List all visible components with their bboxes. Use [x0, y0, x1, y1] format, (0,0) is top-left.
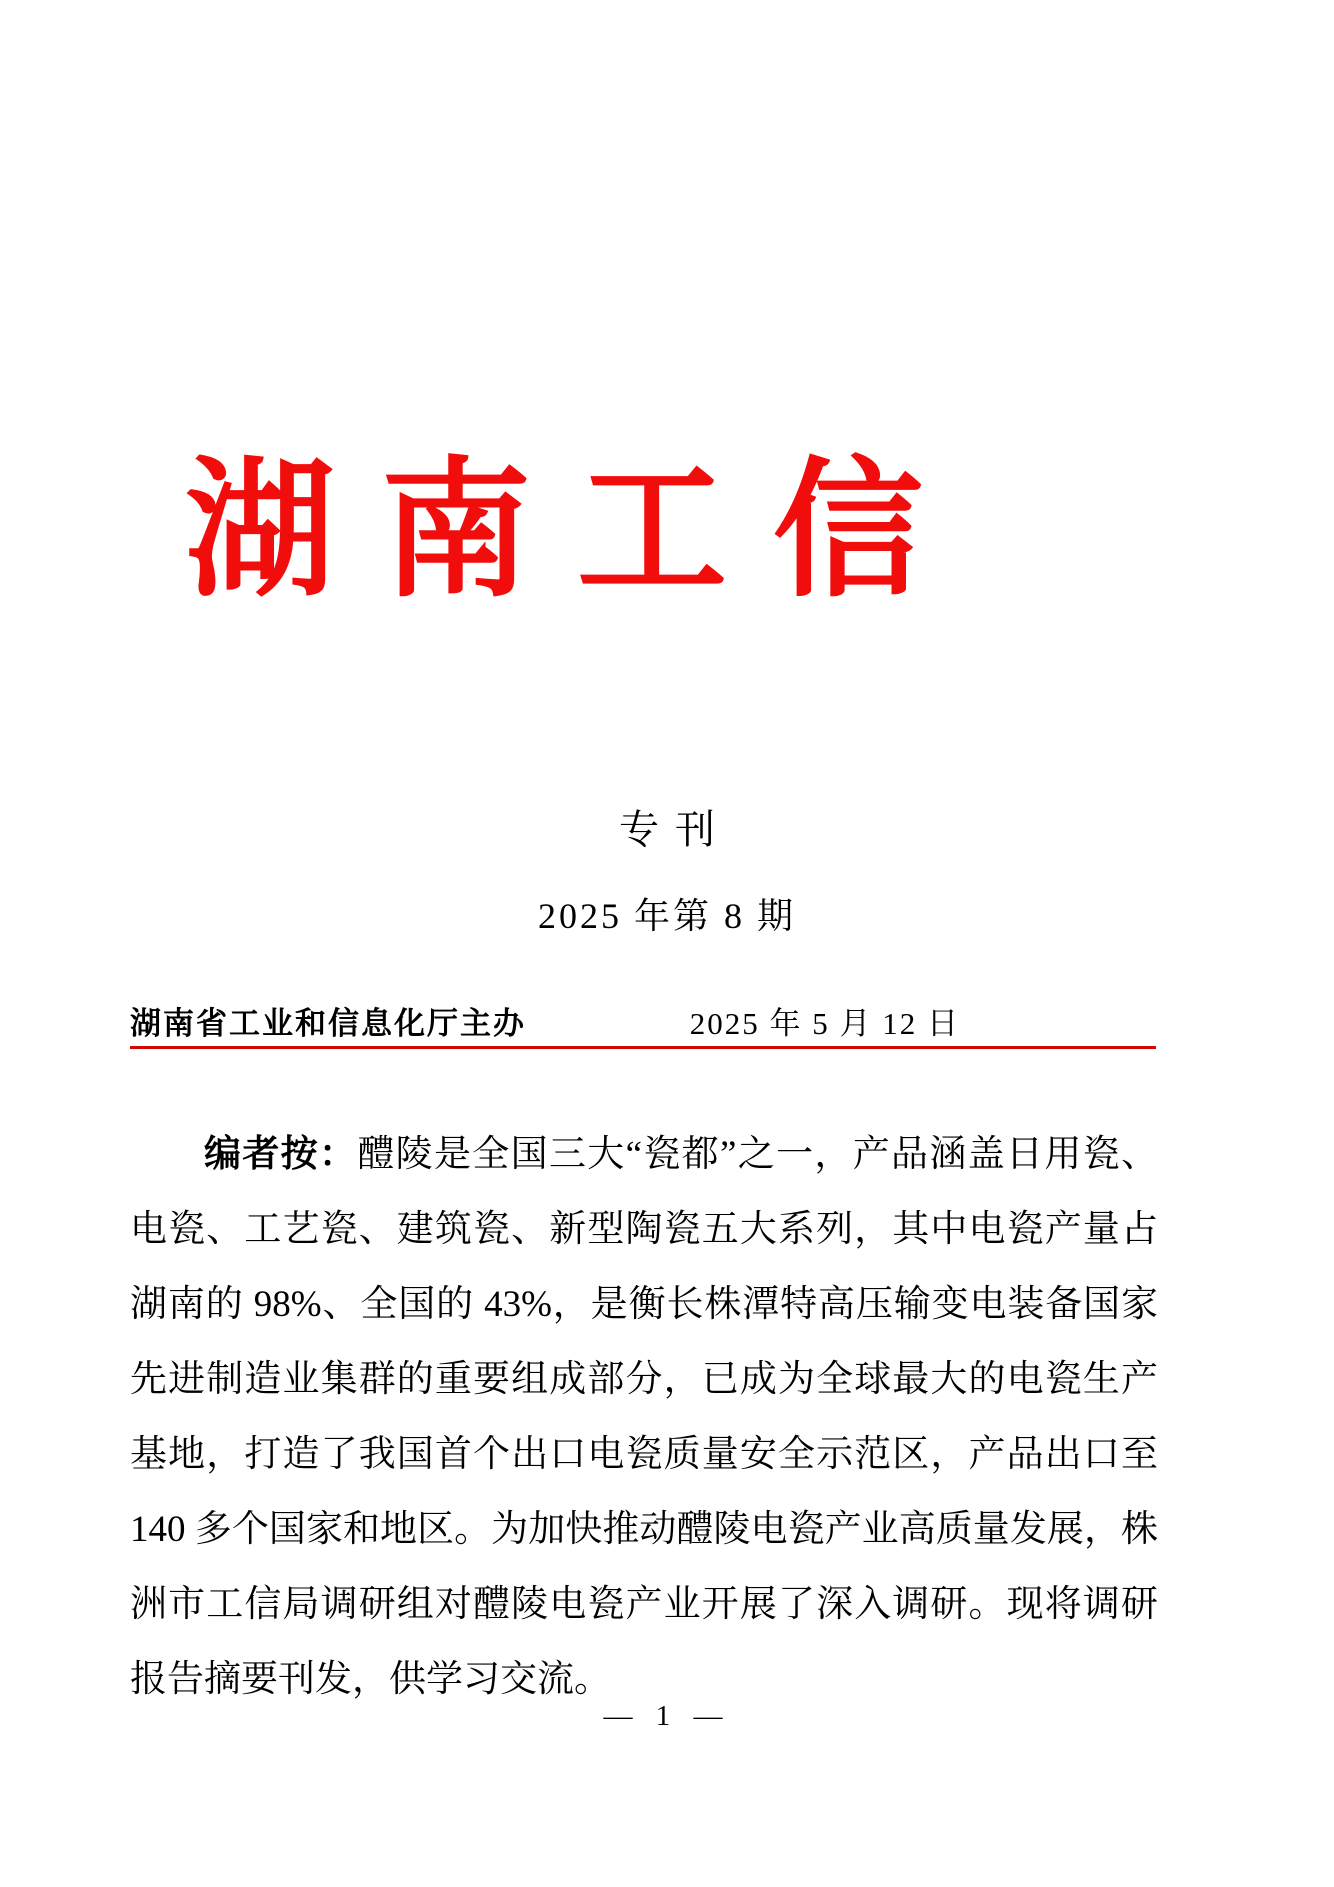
- publisher-row: [130, 998, 1156, 1043]
- header-divider: [130, 1046, 1156, 1049]
- editor-note-label: 编者按：: [204, 1132, 358, 1175]
- masthead-title: 湖南工信: [184, 444, 969, 618]
- page-number: — 1 —: [603, 1700, 731, 1732]
- editor-note-body: 醴陵是全国三大“瓷都”之一，产品涵盖日用瓷、电瓷、工艺瓷、建筑瓷、新型陶瓷五大系列，其中电瓷产量占湖南的 98%、全国的 43%，是衡长株潭特高压输变电装备国家先进制造业集群的重要组成部分，已成为全球最大的电瓷生产基地，打造了我国首个出口电瓷质量安全示范区，产品出口至 140 多个国家和地区。为加快推动醴陵电瓷产业高质量发展，株洲市工信局调研组对醴陵电瓷产业开展了深入调研。现将调研报告摘要刊发，供学习交流。: [130, 1134, 1159, 1700]
- publication-date: 2025 年 5 月 12 日: [689, 1006, 960, 1041]
- editor-note: [130, 1116, 1158, 1717]
- issue-number: 2025 年第 8 期: [537, 896, 796, 936]
- editor-note-paragraph: [130, 1116, 1158, 1717]
- issue-type-label: 专刊: [619, 807, 731, 852]
- publisher-name: 湖南省工业和信息化厅主办: [130, 1006, 526, 1041]
